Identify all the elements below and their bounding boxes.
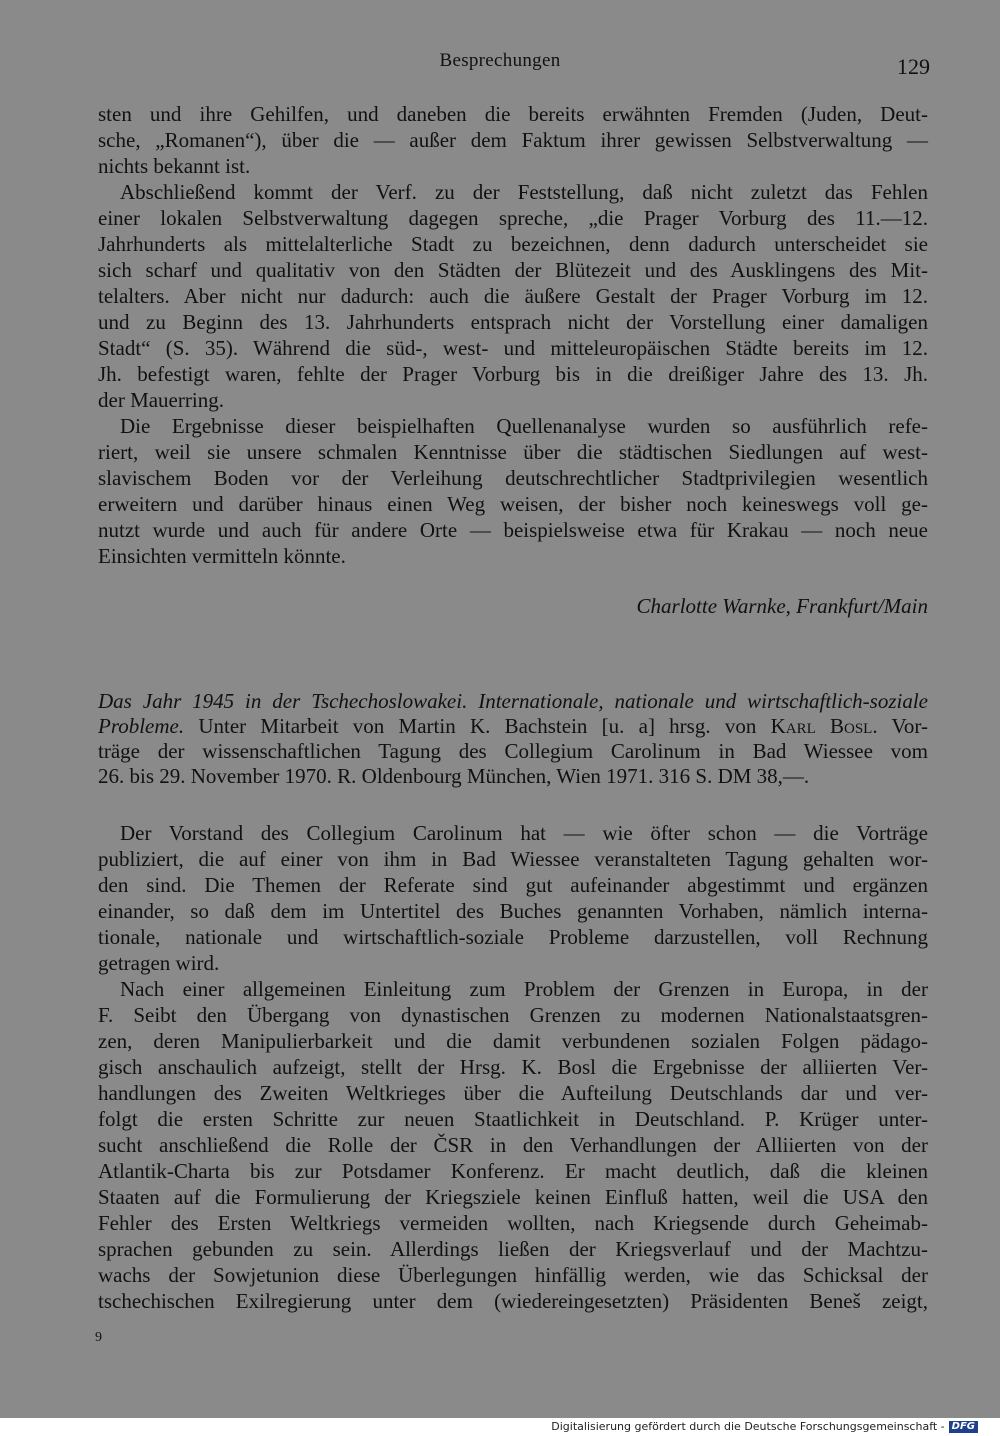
text-line: publiziert, die auf einer von ihm in Bad Wiessee veranstalteten Tagung gehalten wor- (98, 847, 928, 871)
text-line: Einsichten vermitteln könnte. (98, 544, 346, 568)
reviewer-signature: Charlotte Warnke, Frankfurt/Main (636, 594, 928, 618)
dfg-logo: DFG (949, 1421, 978, 1433)
bibliographic-entry (98, 689, 928, 789)
text-line: telalters. Aber nicht nur dadurch: auch die äußere Gestalt der Prager Vorburg im 12. (98, 284, 928, 308)
text-line: den sind. Die Themen der Referate sind gut aufeinander abgestimmt und ergänzen (98, 873, 928, 897)
digitization-footer (551, 1420, 978, 1433)
book-title-cont: Probleme. (98, 714, 185, 738)
text-line: Nach einer allgemeinen Einleitung zum Problem der Grenzen in Europa, in der (120, 977, 928, 1001)
text-line (98, 714, 928, 739)
text-line: slavischem Boden vor der Verleihung deutschrechtlicher Stadtprivilegien wesentlich (98, 466, 928, 490)
text-line: Der Vorstand des Collegium Carolinum hat — wie öfter schon — die Vorträge (120, 821, 928, 845)
text-line: träge der wissenschaftlichen Tagung des Collegium Carolinum in Bad Wiessee vom (98, 739, 928, 763)
text-line: nutzt wurde und auch für andere Orte — beispielsweise etwa für Krakau — noch neue (98, 518, 928, 542)
text-line: sich scharf und qualitativ von den Städten der Blütezeit und des Ausklingens des Mit- (98, 258, 928, 282)
text-line: handlungen des Zweiten Weltkrieges über die Aufteilung Deutschlands dar und ver- (98, 1081, 928, 1105)
text-line: sucht anschließend die Rolle der ČSR in den Verhandlungen der Alliierten von der (98, 1133, 928, 1157)
text-line: nichts bekannt ist. (98, 154, 251, 178)
editor-name: Karl Bosl (770, 714, 873, 738)
review-2-text (98, 820, 928, 1314)
text-line: folgt die ersten Schritte zur neuen Staatlichkeit in Deutschland. P. Krüger unter- (98, 1107, 928, 1131)
text-line: einander, so daß dem im Untertitel des Buches genannten Vorhaben, nämlich interna- (98, 899, 928, 923)
text-line: einer lokalen Selbstverwaltung dagegen spreche, „die Prager Vorburg des 11.—12. (98, 206, 928, 230)
review-1-text (98, 101, 928, 569)
text-line: tionale, nationale und wirtschaftlich-soziale Probleme darzustellen, voll Rechnung (98, 925, 928, 949)
text-line: sprachen gebunden zu sein. Allerdings ließen der Kriegsverlauf und der Machtzu- (98, 1237, 928, 1261)
text-line: Abschließend kommt der Verf. zu der Feststellung, daß nicht zuletzt das Fehlen (120, 180, 928, 204)
text-line: erweitern und darüber hinaus einen Weg weisen, der bisher noch keineswegs voll ge- (98, 492, 928, 516)
text-line: tschechischen Exilregierung unter dem (wiedereingesetzten) Präsidenten Beneš zeigt, (98, 1289, 928, 1313)
running-header: Besprechungen (439, 50, 561, 71)
text-line: Jh. befestigt waren, fehlte der Prager Vorburg bis in die dreißiger Jahre des 13. Jh. (98, 362, 928, 386)
text-line: Die Ergebnisse dieser beispielhaften Quellenanalyse wurden so ausführlich refe- (120, 414, 928, 438)
text-line: und zu Beginn des 13. Jahrhunderts entsprach nicht der Vorstellung einer damaligen (98, 310, 928, 334)
text-line: gisch anschaulich aufzeigt, stellt der Hrsg. K. Bosl die Ergebnisse der alliierten Ver- (98, 1055, 928, 1079)
text-line: Jahrhunderts als mittelalterliche Stadt zu bezeichnen, denn dadurch unterscheidet sie (98, 232, 928, 256)
contributors: Unter Mitarbeit von Martin K. Bachstein [u. a] hrsg. von (184, 714, 771, 738)
text-line: sten und ihre Gehilfen, und daneben die bereits erwähnten Fremden (Juden, Deut- (98, 102, 928, 126)
text-line: der Mauerring. (98, 388, 224, 412)
text-line: sche, „Romanen“), über die — außer dem Faktum ihrer gewissen Selbstverwaltung — (98, 128, 928, 152)
text-line: F. Seibt den Übergang von dynastischen Grenzen zu modernen Nationalstaatsgren- (98, 1003, 928, 1027)
text-line: riert, weil sie unsere schmalen Kenntnisse über die städtischen Siedlungen auf west- (98, 440, 928, 464)
text-line: getragen wird. (98, 951, 220, 975)
text-line: Atlantik-Charta bis zur Potsdamer Konferenz. Er macht deutlich, daß die kleinen (98, 1159, 928, 1183)
text-line: Staaten auf die Formulierung der Kriegsziele keinen Einfluß hatten, weil die USA den (98, 1185, 928, 1209)
digitization-note: Digitalisierung gefördert durch die Deutsche Forschungsgemeinschaft - (551, 1420, 945, 1433)
text-line: wachs der Sowjetunion diese Überlegungen hinfällig werden, wie das Schicksal der (98, 1263, 928, 1287)
text-fragment: . Vor- (872, 714, 928, 738)
text-line: Stadt“ (S. 35). Während die süd-, west- und mitteleuropäischen Städte bereits im 12. (98, 336, 928, 360)
text-line: zen, deren Manipulierbarkeit und die damit verbundenen sozialen Folgen pädago- (98, 1029, 928, 1053)
page-number: 129 (897, 54, 930, 79)
book-title-line: Das Jahr 1945 in der Tschechoslowakei. Internationale, nationale und wirtschaftlich-soziale (98, 689, 928, 713)
text-line: Fehler des Ersten Weltkriegs vermeiden wollten, nach Kriegsende durch Geheimab- (98, 1211, 928, 1235)
text-line: 26. bis 29. November 1970. R. Oldenbourg München, Wien 1971. 316 S. DM 38,—. (98, 764, 810, 788)
signature-mark: 9 (95, 1330, 102, 1345)
